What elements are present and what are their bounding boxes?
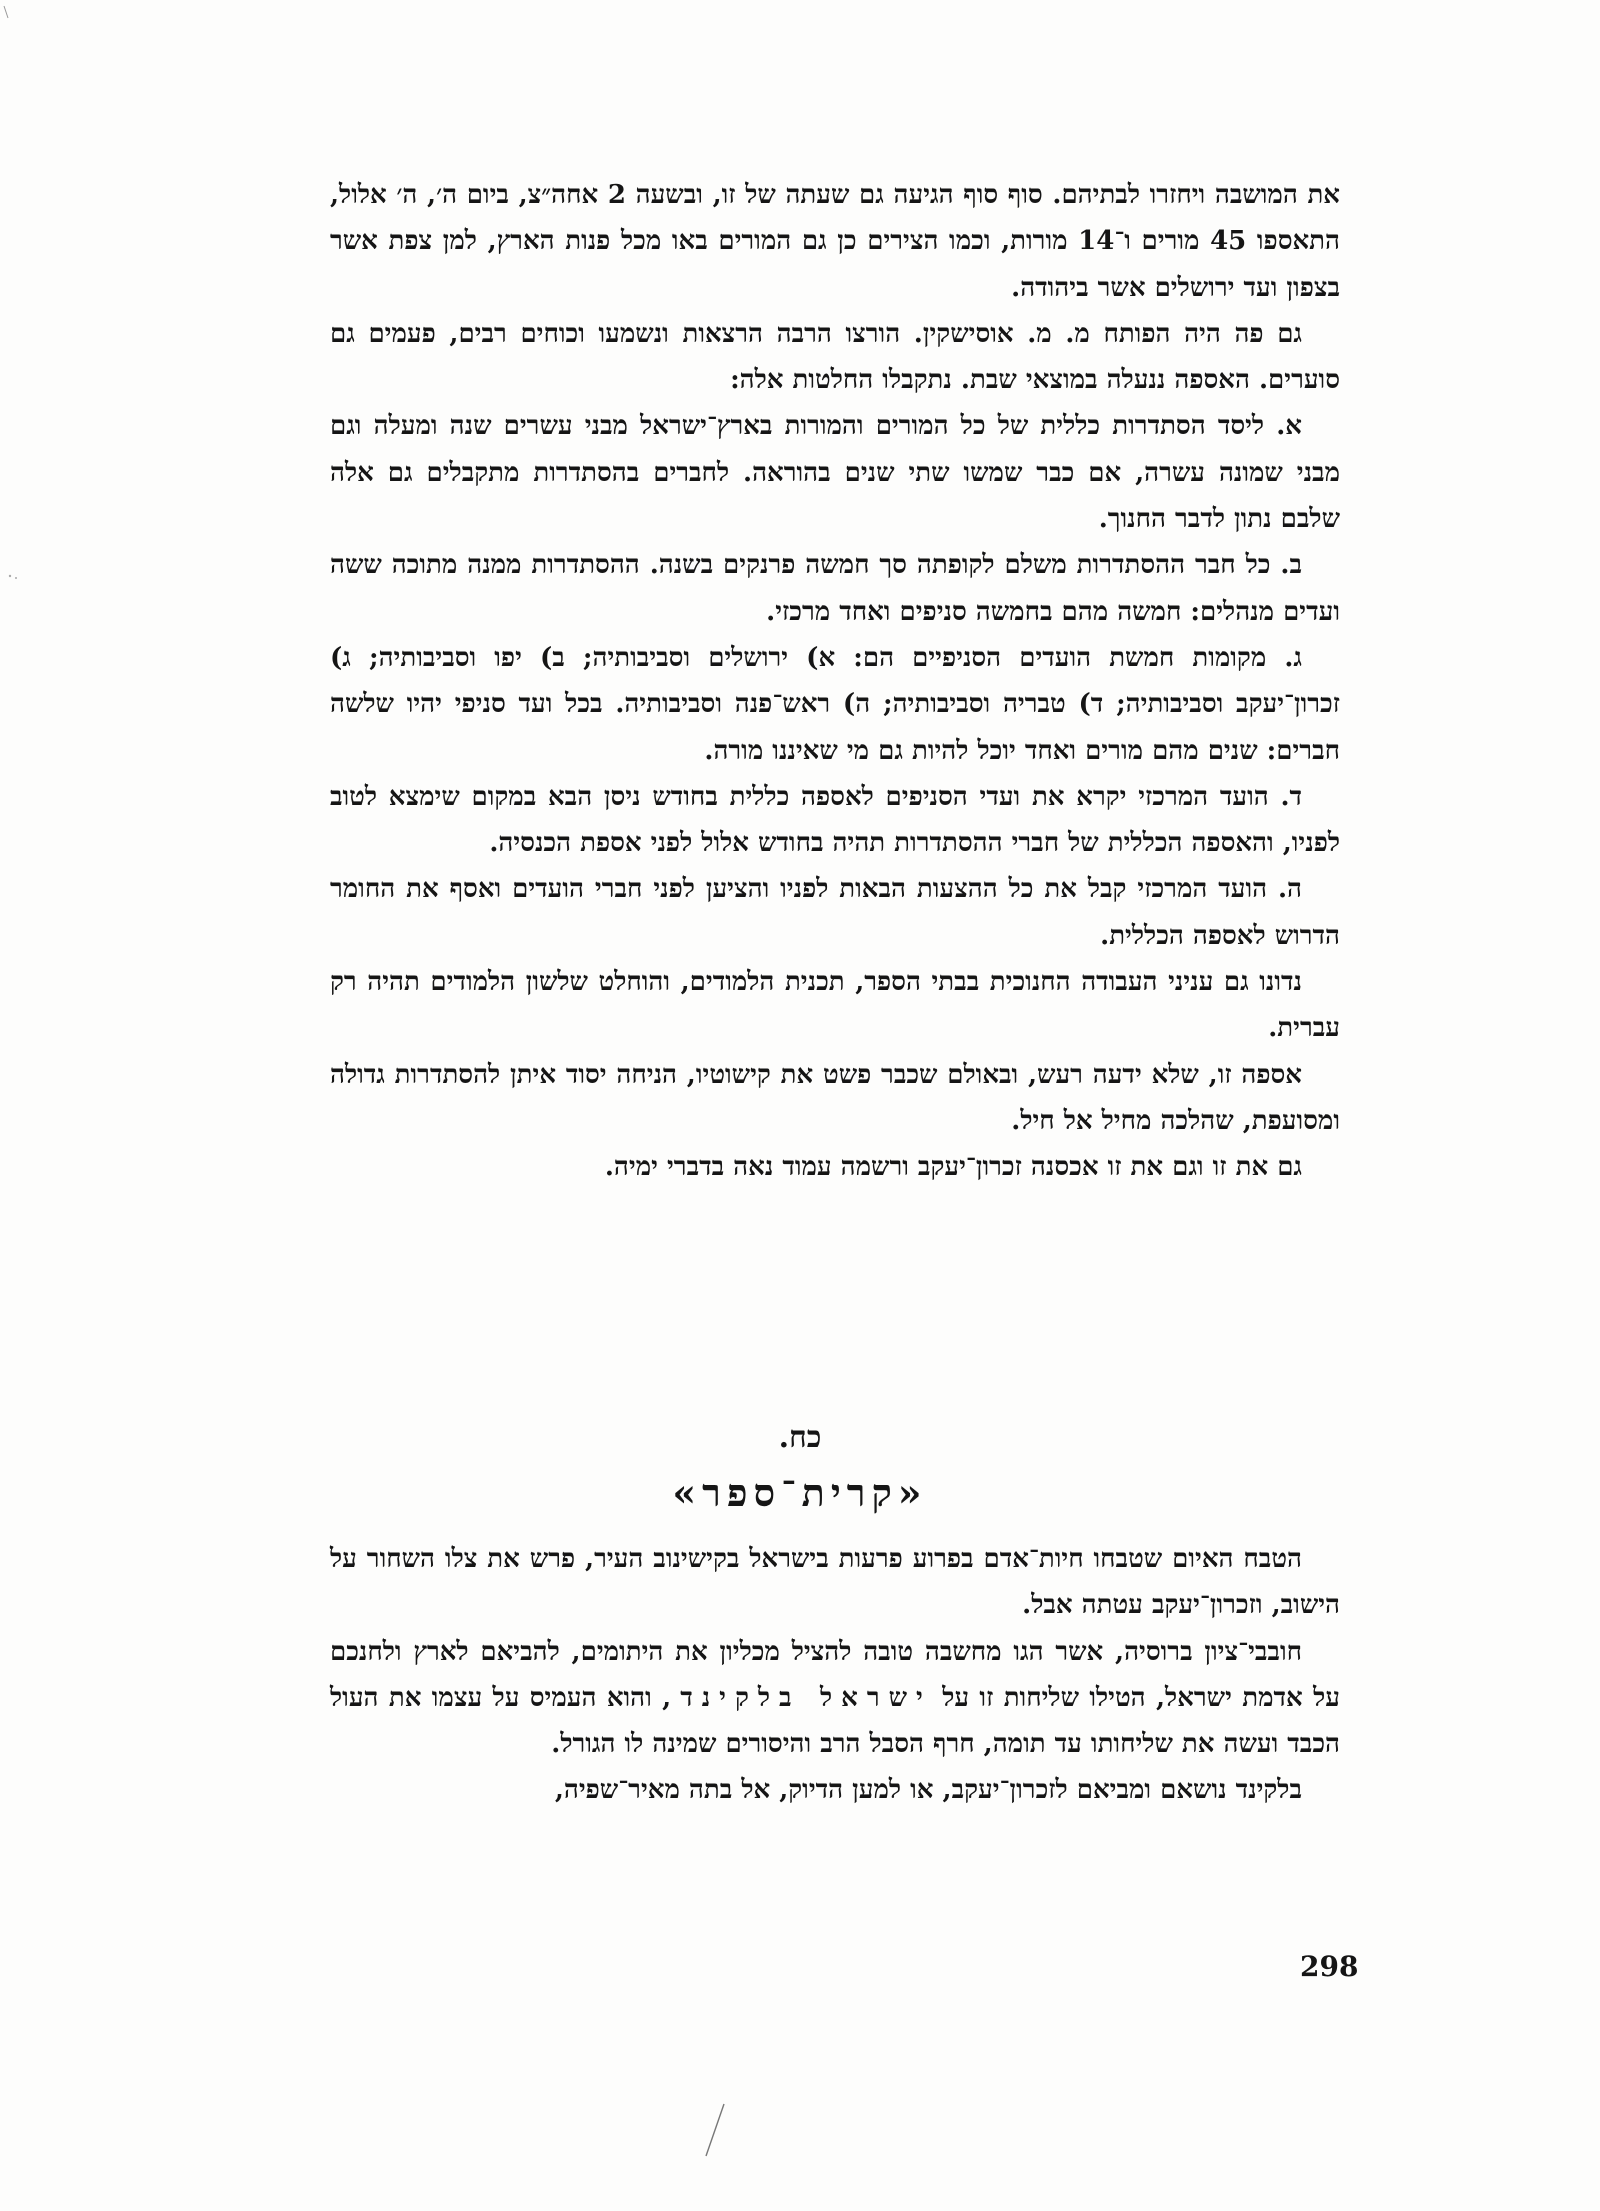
page-number: 298 bbox=[1300, 1950, 1359, 1983]
paragraph: אספה זו, שלא ידעה רעש, ובאולם שכבר פשט את קישוטיו, הניחה יסוד איתן להסתדרות גדולה ומסועפת, שהלכה מחיל אל חיל. bbox=[330, 1059, 1340, 1136]
paragraph-text: חובבי־ציון ברוסיה, אשר הגו מחשבה טובה להציל מכליון את היתומים, להביאם לארץ ולחנכם על אדמת ישראל, הטילו שליחות זו על bbox=[330, 1636, 1340, 1713]
paragraph: את המושבה ויחזרו לבתיהם. סוף סוף הגיעה גם שעתה של זו, ובשעה 2 אחה״צ, ביום ה׳, ה׳ אלול, התאספו 45 מורים ו־14 מורות, וכמו הצירים כן גם המורים באו מכל פנות הארץ, למן צפת אשר בצפון ועד ירושלים אשר ביהודה. bbox=[330, 180, 1340, 303]
paragraph bbox=[330, 1629, 1340, 1768]
paragraph: גם את זו וגם את זו אכסנה זכרון־יעקב ורשמה עמוד נאה בדברי ימיה. bbox=[604, 1152, 1302, 1183]
stray-pen-mark bbox=[700, 2100, 730, 2160]
spaced-name: ישראל בלקינד, bbox=[662, 1682, 932, 1713]
chapter-number: כח. bbox=[778, 1420, 822, 1455]
paragraph: ג. מקומות חמשת הועדים הסניפיים הם: א) ירושלים וסביבותיה; ב) יפו וסביבותיה; ג) זכרון־יעקב וסביבותיה; ד) טבריה וסביבותיה; ה) ראש־פנה וסביבותיה. בכל ועד סניפי יהיו שלשה חברים: שנים מהם מורים ואחד יוכל להיות גם מי שאיננו מורה. bbox=[330, 642, 1340, 766]
scan-speck bbox=[4, 568, 24, 588]
paragraph: נדונו גם עניני העבודה החנוכית בבתי הספר, תכנית הלמודים, והוחלט שלשון הלמודים תהיה רק עברית. bbox=[330, 967, 1340, 1044]
paragraph: גם פה היה הפותח מ. מ. אוסישקין. הורצו הרבה הרצאות ונשמעו וכוחים רבים, פעמים גם סוערים. האספה ננעלה במוצאי שבת. נתקבלו החלטות אלה: bbox=[330, 318, 1340, 396]
paragraph: בלקינד נושאם ומביאם לזכרון־יעקב, או למען הדיוק, אל בתה מאיר־שפיה, bbox=[554, 1775, 1302, 1806]
paragraph: א. ליסד הסתדרות כללית של כל המורים והמורות בארץ־ישראל מבני עשרים שנה ומעלה וגם מבני שמונה עשרה, אם כבר שמשו שתי שנים בהוראה. לחברים בהסתדרות מתקבלים גם אלה שלבם נתון לדבר החנוך. bbox=[330, 411, 1340, 535]
paragraph: ד. הועד המרכזי יקרא את ועדי הסניפים לאספה כללית בחודש ניסן הבא במקום שימצא לטוב לפניו, והאספה הכללית של חברי ההסתדרות תהיה בחודש אלול לפני אספת הכנסיה. bbox=[330, 781, 1340, 859]
paragraph: ב. כל חבר ההסתדרות משלם לקופתה סך חמשה פרנקים בשנה. ההסתדרות ממנה מתוכה ששה ועדים מנהלים: חמשה מהם בחמשה סניפים ואחד מרכזי. bbox=[330, 550, 1340, 627]
scan-speck bbox=[0, 0, 20, 30]
paragraph: ה. הועד המרכזי קבל את כל ההצעות הבאות לפניו והציען לפני חברי הועדים ואסף את החומר הדרוש לאספה הכללית. bbox=[330, 874, 1340, 951]
chapter-title: «קרית־ספר» bbox=[672, 1470, 928, 1515]
paragraph-text: והוא העמיס על עצמו את העול הכבד ועשה את שליחותו עד תומה, חרף הסבל הרב והיסורים שמינה לו הגורל. bbox=[330, 1682, 1340, 1760]
text-block-bottom bbox=[330, 1536, 1340, 1814]
paragraph: הטבח האיום שטבחו חיות־אדם בפרוע פרעות בישראל בקישינוב העיר, פרש את צלו השחור על הישוב, וזכרון־יעקב עטתה אבל. bbox=[330, 1544, 1340, 1621]
text-block-top bbox=[330, 172, 1340, 1191]
